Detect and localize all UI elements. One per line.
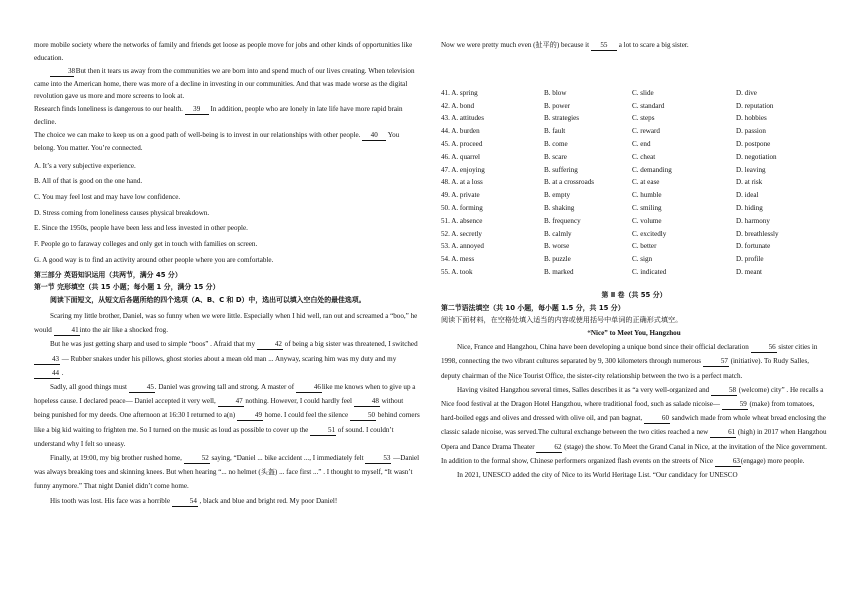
passage-text: (make) from tomatoes, hard-boiled eggs and olives and dressed with olive oil, and pan bagnat, <box>441 399 815 423</box>
blank-54[interactable]: 54 <box>172 496 198 507</box>
option-row <box>441 253 827 266</box>
passage-text: (initiative). To Rudy Salles, deputy chairman of the Nice Tourist Office, the sister-city relationship between the two is a perfect match. <box>441 357 809 380</box>
story-paragraph <box>34 494 420 508</box>
story-paragraph <box>34 337 420 380</box>
story-paragraph <box>34 380 420 451</box>
story-text: Scaring my little brother, Daniel, was so funny when we were little. Especially when I hid well, ran out and screamed a “boo,” he would <box>34 312 418 335</box>
option-cell: C. reward <box>632 127 660 136</box>
option-cell: C. steps <box>632 114 655 123</box>
story-text: , black and blue and bright red. My poor Daniel! <box>197 496 338 505</box>
option-cell: D. leaving <box>736 165 766 174</box>
section2-title: 第二节语法填空（共 10 小题，每小题 1.5 分，共 15 分） <box>441 303 625 312</box>
blank-58[interactable]: 58 <box>711 385 737 396</box>
blank-63[interactable]: 63 <box>715 456 741 467</box>
option-cell: D. meant <box>736 268 763 276</box>
passage-text: sister cities in 1998, connecting the two vibrant cultures separated by 9, 300 kilometers through numerous <box>441 343 818 366</box>
option-cell: C. end <box>632 140 651 149</box>
option-cell: B. puzzle <box>544 255 571 264</box>
option-cell: C. humble <box>632 191 662 200</box>
option-cell: B. frequency <box>544 216 581 225</box>
story-text: like me knows when to give up a hopeless cause. I declared peace— Daniel accepted it very well, <box>34 383 416 406</box>
blank-59[interactable]: 59 <box>722 399 748 410</box>
option-row <box>441 125 827 138</box>
story-text: of being a big sister was threatened, I switched <box>282 340 418 349</box>
option-cell: B. strategies <box>544 114 580 123</box>
section2-instruction: 阅读下面材料，在空格处填入适当的内容或使用括号中单词的正确形式填空。 <box>441 316 683 325</box>
passage-text: (high) in 2017 when Hangzhou Opera and Dance Drama Theater <box>441 428 827 451</box>
passage-paragraph <box>441 468 827 482</box>
option-cell: D. passion <box>736 127 766 136</box>
top-line <box>441 39 827 52</box>
option-cell: 42. A. bond <box>441 101 475 110</box>
option-cell: 55. A. took <box>441 268 473 276</box>
option-cell: B. shaking <box>544 204 575 213</box>
blank-49[interactable]: 49 <box>237 410 263 421</box>
option-cell: B. scare <box>544 152 567 161</box>
section1-title: 第一节 完形填空（共 15 小题；每小题 1 分，满分 15 分） <box>34 283 220 292</box>
option-a: A. It’s a very subjective experience. <box>34 161 136 170</box>
option-cell: B. come <box>544 140 568 149</box>
option-cell: C. volume <box>632 216 662 225</box>
option-cell: 53. A. annoyed <box>441 242 484 251</box>
story-text: of sound. I couldn’t understand why I felt so uneasy. <box>34 425 394 448</box>
paragraph-39-post: In addition, people who are lonely in late life have more rapid brain decline. <box>34 105 403 127</box>
option-cell: D. fortunate <box>736 242 771 251</box>
blank-47[interactable]: 47 <box>218 396 244 407</box>
top-line-post: a lot to scare a big sister. <box>618 41 689 49</box>
story-text: Finally, at 19:00, my big brother rushed home, <box>50 454 184 463</box>
blank-52[interactable]: 52 <box>184 453 210 464</box>
blank-62[interactable]: 62 <box>536 442 562 453</box>
option-cell: C. demanding <box>632 165 672 174</box>
option-cell: 41. A. spring <box>441 88 478 97</box>
option-cell: C. at ease <box>632 178 660 187</box>
story-text: . Daniel was growing tall and strong. A master of <box>154 383 296 392</box>
option-cell: 51. A. absence <box>441 216 483 225</box>
option-cell: B. calmly <box>544 229 572 238</box>
blank-60[interactable]: 60 <box>644 413 670 424</box>
story-text: — Rubber snakes under his pillows, ghost stories about a mean old man ... Anyway, scaring him was my duty and my <box>60 354 397 363</box>
blank-40[interactable]: 40 <box>362 130 386 141</box>
option-row <box>441 164 827 177</box>
option-c: C. You may feel lost and may have low confidence. <box>34 193 181 201</box>
option-cell: C. slide <box>632 88 654 97</box>
blank-44[interactable]: 44 <box>34 368 60 379</box>
paragraph-39-pre: Research finds loneliness is dangerous to our health. <box>34 105 183 114</box>
paragraph-38-text: But then it tears us away from the communities we are born into and spend much of our lives creating. When television came into the American home, there was more of a decline in investing in our communities. And that was made worse as the digital revolution gave us more and more screens to look at. <box>34 66 415 101</box>
option-row <box>441 112 827 125</box>
option-row <box>441 266 827 279</box>
option-cell: B. power <box>544 101 571 110</box>
top-line-pre: Now we were pretty much even (扯平的) because it <box>441 41 591 49</box>
blank-48[interactable]: 48 <box>354 396 380 407</box>
option-row <box>441 202 827 215</box>
cloze-instruction: 阅读下面短文，从短文后各题所给的四个选项（A、B、C 和 D）中，选出可以填入空白处的最佳选项。 <box>50 296 366 305</box>
option-cell: D. profile <box>736 255 764 264</box>
option-row <box>441 100 827 113</box>
option-cell: C. sign <box>632 255 653 264</box>
option-cell: C. standard <box>632 101 665 110</box>
option-cell: B. at a crossroads <box>544 178 595 187</box>
grammar-passage <box>441 340 827 482</box>
paragraph-40-pre: The choice we can make to keep us on a good path of well-being is to invest in our relationships with other people. <box>34 130 361 139</box>
story-text: . <box>60 368 64 377</box>
right-column <box>441 0 827 482</box>
option-cell: C. smiling <box>632 204 662 213</box>
blank-61[interactable]: 61 <box>710 427 736 438</box>
option-d: D. Stress coming from loneliness causes physical breakdown. <box>34 208 210 217</box>
option-row <box>441 215 827 228</box>
blank-38[interactable]: 38 <box>50 66 74 77</box>
blank-55[interactable]: 55 <box>591 40 617 51</box>
blank-51[interactable]: 51 <box>310 425 336 436</box>
part3-title: 第三部分 英语知识运用（共两节，满分 45 分） <box>34 270 182 279</box>
option-cell: B. empty <box>544 191 571 200</box>
option-row <box>441 87 827 100</box>
passage-text: (engage) more people. <box>740 456 805 465</box>
option-f: F. People go to faraway colleges and only get in touch with families on screen. <box>34 240 258 249</box>
story-text: Sadly, all good things must <box>50 383 129 392</box>
blank-45[interactable]: 45 <box>129 382 155 393</box>
seven-choice-options <box>34 159 420 269</box>
blank-50[interactable]: 50 <box>350 410 376 421</box>
story-text: behind corners like a big kid waiting to frighten me. So I turned on the music as loud as possible to cover up the <box>34 411 420 434</box>
option-cell: B. fault <box>544 127 566 136</box>
story-text: nothing. However, I could hardly feel <box>243 397 354 406</box>
option-cell: B. blow <box>544 88 567 97</box>
option-g: G. A good way is to find an activity around other people where you are comfortable. <box>34 255 274 264</box>
blank-43[interactable]: 43 <box>34 354 60 365</box>
option-cell: D. breathlessly <box>736 229 779 238</box>
story-text: His tooth was lost. His face was a horrible <box>50 496 172 505</box>
option-cell: D. ideal <box>736 191 759 200</box>
option-e: E. Since the 1950s, people have been less and less invested in other people. <box>34 224 248 233</box>
option-cell: 48. A. at a loss <box>441 178 483 187</box>
option-row <box>441 228 827 241</box>
option-row <box>441 189 827 202</box>
passage-text: sandwich made from whole wheat bread enclosing the classic salade nicoise, was served.The cultural exchange between the two cities reached a new <box>441 414 826 437</box>
story-text: saying, “Daniel ... bike accident ..., I immediately felt <box>209 454 366 463</box>
story-text: into the air like a shocked frog. <box>79 326 168 335</box>
option-cell: 44. A. burden <box>441 127 480 136</box>
option-cell: D. at risk <box>736 178 763 187</box>
option-cell: 46. A. quarrel <box>441 152 481 161</box>
blank-42[interactable]: 42 <box>257 339 283 350</box>
blank-57[interactable]: 57 <box>703 356 729 367</box>
cloze-story <box>34 309 420 508</box>
option-cell: D. hobbies <box>736 114 767 123</box>
option-cell: 52. A. secretly <box>441 229 482 238</box>
passage-title: “Nice” to Meet You, Hangzhou <box>587 329 681 338</box>
option-row <box>441 176 827 189</box>
option-row <box>441 151 827 164</box>
intro-paragraph: more mobile society where the networks of family and friends get loose as people move for jobs and other kinds of opportunities like education. <box>34 41 413 62</box>
story-paragraph <box>34 309 420 337</box>
blank-41[interactable]: 41 <box>54 325 80 336</box>
option-cell: C. indicated <box>632 268 667 276</box>
left-column <box>34 0 420 508</box>
option-cell: D. reputation <box>736 101 774 110</box>
option-cell: B. suffering <box>544 165 578 174</box>
passage-text: In 2021, UNESCO added the city of Nice to its World Heritage List. “Our candidacy for UNESCO <box>457 471 738 479</box>
cloze-options-table <box>441 87 827 279</box>
passage-paragraph <box>441 383 827 468</box>
story-paragraph <box>34 451 420 494</box>
story-text: home. I could feel the silence <box>262 411 350 420</box>
blank-56[interactable]: 56 <box>751 342 777 353</box>
story-text: —Daniel was always breaking toes and skinning knees. But when hearing “... no helmet (头盔) ... face first ...” . I thought to myself, “It wasn’t funny anymore.” That night Daniel didn’t come home. <box>34 454 420 491</box>
option-cell: 54. A. mess <box>441 255 475 264</box>
option-cell: 43. A. attitudes <box>441 114 484 123</box>
volume-2-title: 第 Ⅱ 卷（共 55 分） <box>601 290 667 299</box>
option-cell: D. negotiation <box>736 152 777 161</box>
passage-text: Nice, France and Hangzhou, China have been developing a unique bond since their official declaration <box>457 343 751 352</box>
blank-53[interactable]: 53 <box>365 453 391 464</box>
blank-46[interactable]: 46 <box>296 382 322 393</box>
option-cell: D. hiding <box>736 204 763 213</box>
option-cell: 45. A. proceed <box>441 140 483 149</box>
story-text: But he was just getting sharp and used to simple “boos” . Afraid that my <box>50 340 257 349</box>
option-cell: 49. A. private <box>441 191 480 200</box>
passage-text: (welcome) city” . He recalls a Nice food festival at the Dragon Hotel Hangzhou, where traditional food, such as salade nicoise— <box>441 385 824 408</box>
option-b: B. All of that is good on the one hand. <box>34 177 143 186</box>
passage-paragraph <box>441 340 827 383</box>
option-cell: D. postpone <box>736 140 771 149</box>
option-cell: D. dive <box>736 88 757 97</box>
passage-text: (stage) the show. To Meet the Grand Canal in Nice, at the invitation of the Nice government. In addition to the formal show, Chinese performers organized flash events on the streets of Nice <box>441 442 827 465</box>
option-cell: 47. A. enjoying <box>441 165 485 174</box>
option-row <box>441 240 827 253</box>
paragraph-38 <box>34 65 420 104</box>
paragraph-40-post: You belong. You matter. You’re connected. <box>34 130 400 152</box>
passage-text: Having visited Hangzhou several times, Salles describes it as “a very well-organized and <box>457 385 711 394</box>
option-cell: D. harmony <box>736 216 770 225</box>
option-cell: C. excitedly <box>632 229 667 238</box>
paragraph-39 <box>34 103 420 129</box>
option-cell: B. marked <box>544 268 574 276</box>
paragraph-40 <box>34 129 420 155</box>
option-cell: C. cheat <box>632 152 656 161</box>
option-cell: 50. A. forming <box>441 204 483 213</box>
story-text: without being punished for my deeds. One afternoon at 16:30 I returned to a(n) <box>34 397 404 420</box>
option-row <box>441 138 827 151</box>
option-cell: C. better <box>632 242 657 251</box>
option-cell: B. worse <box>544 242 570 251</box>
blank-39[interactable]: 39 <box>185 104 209 115</box>
